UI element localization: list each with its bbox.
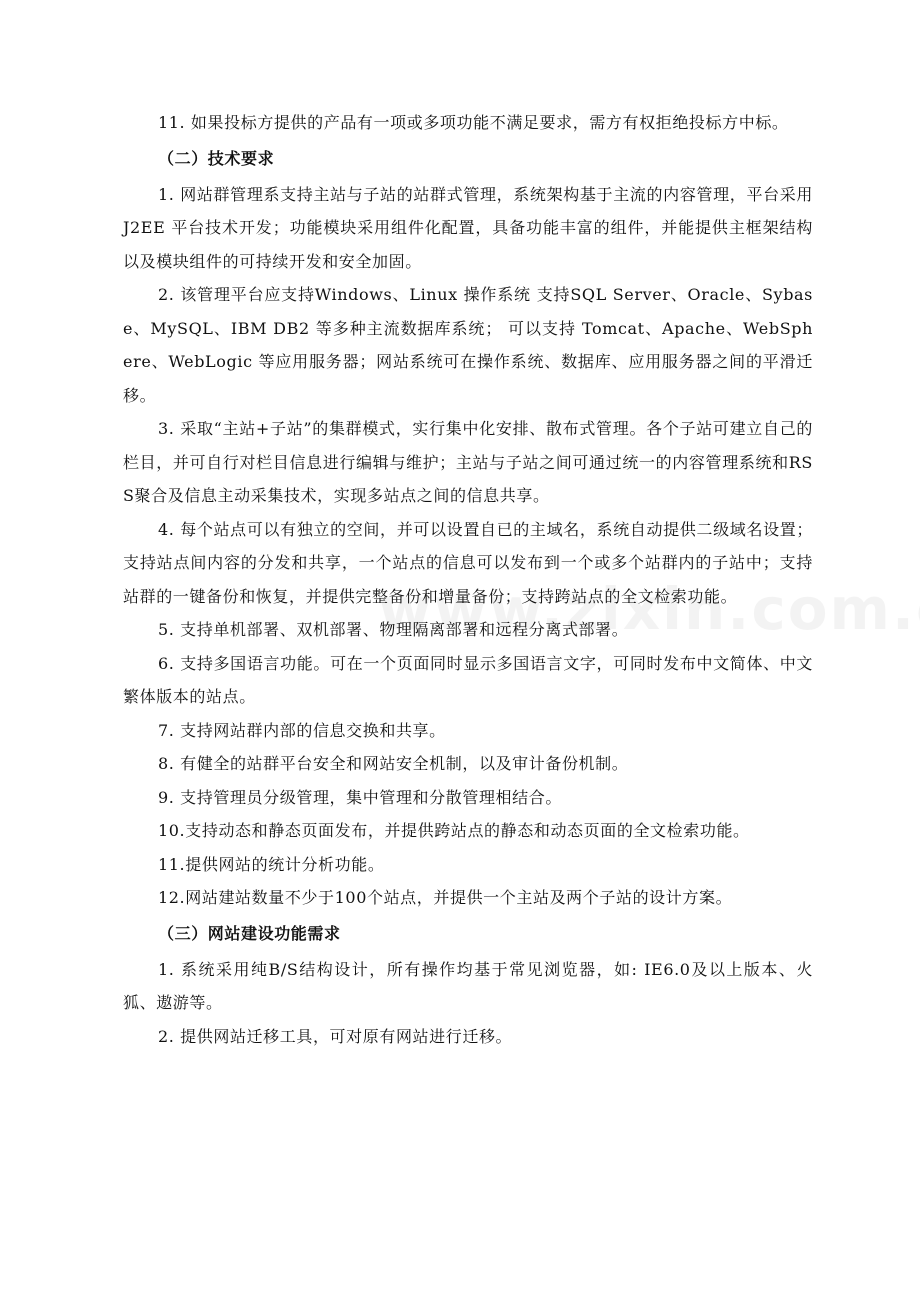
paragraph-tech-4: 4. 每个站点可以有独立的空间，并可以设置自已的主域名，系统自动提供二级域名设置；支持站点间内容的分发和共享，一个站点的信息可以发布到一个或多个站群内的子站中；支持站群的一键备份和恢复，并提供完整备份和增量备份；支持跨站点的全文检索功能。 [123,519,813,606]
section-heading-technical-requirements: （二）技术要求 [158,148,275,168]
paragraph-tech-2: 2. 该管理平台应支持Windows、Linux 操作系统 支持SQL Server、Oracle、Sybase、MySQL、IBM DB2 等多种主流数据库系统； 可以支持 Tomcat、Apache、WebSphere、WebLogic 等应用服务器；网站系统可在操作系统、数据库、应用服务器之间的平滑迁移。 [123,285,813,405]
paragraph-tech-5: 5. 支持单机部署、双机部署、物理隔离部署和远程分离式部署。 [158,620,629,639]
paragraph-tech-8: 8. 有健全的站群平台安全和网站安全机制，以及审计备份机制。 [158,754,629,773]
paragraph-tech-1: 1. 网站群管理系支持主站与子站的站群式管理，系统架构基于主流的内容管理，平台采用 J2EE 平台技术开发；功能模块采用组件化配置，具备功能丰富的组件，并能提供主框架结构以及模块组件的可持续开发和安全加固。 [123,184,819,271]
document-page [123,106,819,1053]
paragraph-tech-3: 3. 采取“主站+子站”的集群模式，实行集中化安排、散布式管理。各个子站可建立自己的栏目，并可自行对栏目信息进行编辑与维护；主站与子站之间可通过统一的内容管理系统和RSS聚合及信息主动采集技术，实现多站点之间的信息共享。 [123,419,813,505]
paragraph-tech-11: 11.提供网站的统计分析功能。 [158,854,385,874]
paragraph-func-2: 2. 提供网站迁移工具，可对原有网站进行迁移。 [158,1026,513,1046]
paragraph-func-1: 1. 系统采用纯B/S结构设计，所有操作均基于常见浏览器，如: IE6.0及以上版本、火狐、遨游等。 [123,959,813,1012]
paragraph-tech-10: 10.支持动态和静态页面发布，并提供跨站点的静态和动态页面的全文检索功能。 [158,821,750,840]
paragraph-11-bid-rejection: 11. 如果投标方提供的产品有一项或多项功能不满足要求，需方有权拒绝投标方中标。 [158,113,789,132]
paragraph-tech-7: 7. 支持网站群内部的信息交换和共享。 [158,720,446,740]
paragraph-tech-9: 9. 支持管理员分级管理，集中管理和分散管理相结合。 [158,787,562,807]
section-heading-website-functional-requirements: （三）网站建设功能需求 [158,923,341,943]
paragraph-tech-6: 6. 支持多国语言功能。可在一个页面同时显示多国语言文字，可同时发布中文简体、中文繁体版本的站点。 [123,653,813,706]
paragraph-tech-12: 12.网站建站数量不少于100个站点，并提供一个主站及两个子站的设计方案。 [158,888,733,907]
